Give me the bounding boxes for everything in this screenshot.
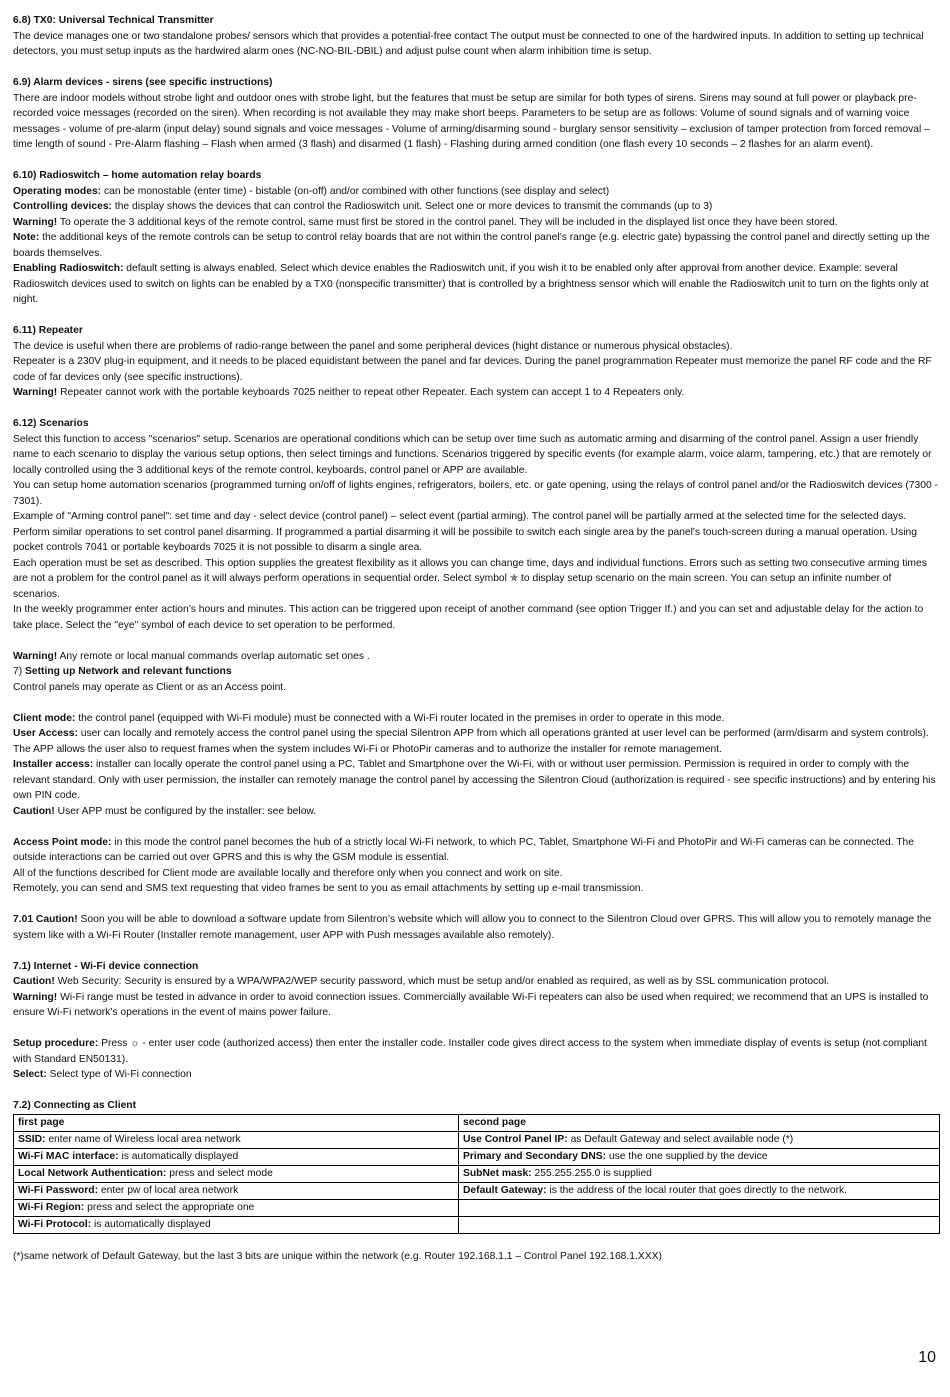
cell-label: SSID: (18, 1133, 46, 1145)
paragraph-setup (13, 1036, 939, 1067)
label: Note: (13, 232, 40, 243)
label: Caution! (13, 805, 55, 817)
section-network (13, 649, 939, 696)
cell-text: use the one supplied by the device (606, 1150, 768, 1162)
label: Controlling devices: (13, 201, 112, 212)
label: Access Point mode: (13, 836, 112, 848)
paragraph-warning (13, 215, 939, 231)
paragraph-warning (13, 385, 939, 401)
text: the display shows the devices that can control the Radioswitch unit. Select one or more devices to transmit the commands (up to 3) (111, 201, 713, 212)
paragraph: You can setup home automation scenarios (programmed turning on/off of lights engines, refrigerators, boilers, etc. or gate opening, using the relays of control panel and/or the Radioswitch devices (7300 - 7301). (13, 480, 938, 507)
label: User Access: (13, 728, 78, 739)
label: Client mode: (13, 712, 76, 724)
paragraph: Control panels may operate as Client or as an Access point. (13, 681, 287, 693)
text: Each operation must be set as described. This option supplies the greatest flexibility as it allows you can change time, days and individual functions. Errors such as setting two consecutive arming times are not a problem for the control panel as it will always perform operations in sequential order. Select symbol (13, 557, 927, 584)
section-701-caution (13, 912, 939, 943)
section-client-mode (13, 711, 939, 820)
label: Warning! (13, 991, 58, 1003)
paragraph-operating-modes (13, 184, 939, 200)
section-heading: 7.1) Internet - Wi-Fi device connection (13, 960, 199, 972)
paragraph: Remotely, you can send and SMS text requesting that video frames be sent to you as email attachments by setting up e-mail transmission. (13, 883, 644, 894)
paragraph (13, 912, 939, 943)
paragraph: Select this function to access "scenarios" setup. Scenarios are operational conditions which can be setup over time such as automatic arming and disarming of the control panel. Assign a user friendly name to each scenario to display the various setup options, then select timings and functions. Scenarios triggered by specific events (for example alarm, voice alarm, tampering, etc.) that are remotely or locally controlled using the 3 additional keys of the remote control, keyboards, control panel or APP are available. (13, 433, 932, 476)
paragraph-controlling-devices (13, 199, 939, 215)
section-number: 7) (13, 666, 26, 677)
table-cell (459, 1216, 940, 1233)
text: To operate the 3 additional keys of the remote control, same must first be stored in the control panel. They will be included in the displayed list once they have been stored. (57, 216, 838, 228)
paragraph-warning (13, 990, 939, 1021)
paragraph: There are indoor models without strobe light and outdoor ones with strobe light, but the features that must be setup are similar for both types of sirens. Sirens may sound at full power or playback pre-recorded voice messages (recorded on the siren). When recording is not available they may make short beeps. Parameters to be setup are as follows: Volume of sound signals and of warning voice messages - volume of pre-alarm (input delay) sound signals and voice messages - Volume of arming/disarming sound - burglary sensor sensitivity – exclusion of tamper protection from forced removal – time length of sound - Pre-Alarm flashing – Flash when armed (3 flash) and disarmed (1 flash) - Flashing during armed condition (one flash every 10 seconds – 2 flashes for an alarm event). (13, 92, 930, 150)
table-row (14, 1199, 940, 1216)
cell-label: Wi-Fi Password: (18, 1184, 99, 1196)
table-cell (459, 1131, 940, 1148)
text: Select type of Wi-Fi connection (46, 1069, 192, 1080)
text: - enter user code (authorized access) then enter the installer code. Installer code gives direct access to the system when immediate display of events is setup (not compliant with Standard EN50131). (13, 1038, 927, 1065)
text: the control panel (equipped with Wi-Fi module) must be connected with a Wi-Fi router located in the premises in order to operate in this mode. (75, 712, 725, 724)
section-heading: 6.8) TX0: Universal Technical Transmitter (13, 15, 214, 26)
table-row (14, 1182, 940, 1199)
paragraph-ap-mode (13, 835, 939, 866)
label: Setup procedure: (13, 1038, 99, 1049)
section-heading: 6.9) Alarm devices - sirens (see specific instructions) (13, 77, 273, 88)
paragraph-caution (13, 804, 939, 820)
paragraph: Example of "Arming control panel": set time and day - select device (control panel) – select event (partial arming). The control panel will be partially armed at the selected time for the selected days. Perform similar operations to set control panel disarming. If programmed a partial disarming it will be possibile to switch each single area by the panel's touch-screen during a manual operation. Using pocket controls 7041 or portable keyboards 7025 it is not possible to disarm a single area. (13, 511, 917, 553)
text: Soon you will be able to download a software update from Silentron’s website which will allow you to connect to the Silentron Cloud over GPRS. This will allow you to remotely manage the system like with a Wi-Fi Router (Installer remote management, user APP with Push messages available also remotely). (13, 914, 932, 941)
paragraph (13, 556, 939, 603)
paragraph-caution (13, 974, 939, 990)
table-row (14, 1148, 940, 1165)
text: Repeater cannot work with the portable keyboards 7025 neither to repeat other Repeater. Each system can accept 1 to 4 Repeaters only. (57, 387, 685, 398)
section-setup-procedure (13, 1036, 939, 1083)
table-header-row (14, 1114, 940, 1131)
table-footnote: (*)same network of Default Gateway, but the last 3 bits are unique within the network (e.g. Router 192.168.1.1 – Control Panel 192.168.1.XXX) (13, 1251, 662, 1262)
table-row (14, 1131, 940, 1148)
text: User APP must be configured by the installer: see below. (54, 805, 317, 817)
text: Web Security: Security is ensured by a WPA/WPA2/WEP security password, which must be setup and/or enabled as required, as well as by SSL communication protocol. (54, 976, 830, 987)
section-scenarios (13, 416, 939, 633)
section-tx0 (13, 13, 939, 60)
cell-text: enter name of Wireless local area network (45, 1133, 241, 1145)
document-body (13, 13, 939, 1265)
cell-text: is automatically displayed (91, 1218, 211, 1230)
paragraph: All of the functions described for Client mode are available locally and therefore only when you connect and work on site. (13, 867, 563, 879)
cell-label: Primary and Secondary DNS: (463, 1150, 607, 1162)
cell-label: SubNet mask: (463, 1167, 532, 1179)
label: Operating modes: (13, 185, 102, 197)
label: Caution! (13, 976, 55, 987)
text: default setting is always enabled. Select which device enables the Radioswitch unit, if you wish it to be enabled only after approval from another device. Example: several Radioswitch devices used to switch on lights can be enabled by a TX0 (nonspecific transmitter) that is controlled by a brightness sensor which will enable the Radioswitch unit to turn on the lights only at night. (13, 263, 929, 305)
text: Any remote or local manual commands overlap automatic set ones . (57, 650, 370, 662)
cell-label: Wi-Fi Protocol: (18, 1218, 92, 1230)
text: Press (98, 1038, 131, 1049)
cell-text: as Default Gateway and select available node (*) (567, 1133, 794, 1145)
gear-icon: ☼ (130, 1038, 140, 1049)
label: Warning! (13, 216, 58, 228)
text: in this mode the control panel becomes the hub of a strictly local Wi-Fi network, to which PC, Tablet, Smartphone Wi-Fi and PhotoPir and Wi-Fi cameras can be connected. The outside interactions can be carried out over GPRS and this is why the GSM module is essential. (13, 836, 914, 863)
section-wifi-connection (13, 959, 939, 1021)
text: Wi-Fi range must be tested in advance in order to avoid connection issues. Commercially available Wi-Fi repeaters can also be used when required; we recommend that an UPS is installed to ensure Wi-Fi network’s operations in the event of mains power failure. (13, 991, 929, 1018)
paragraph: The device manages one or two standalone probes/ sensors which that provides a potential-free contact The output must be connected to one of the hardwired inputs. In addition to setting up technical detectors, you must setup inputs as the hardwired alarm ones (NC-NO-BIL-DBIL) and adjust pulse count when alarm inhibition time is setup. (13, 30, 924, 57)
paragraph: Repeater is a 230V plug-in equipment, and it needs to be placed equidistant between the panel and far devices. During the panel programmation Repeater must memorize the panel RF code and the RF code of far devices only (see specific instructions). (13, 356, 932, 383)
table-cell (459, 1148, 940, 1165)
paragraph-client-mode (13, 711, 939, 727)
table-cell (14, 1182, 459, 1199)
cell-text: is the address of the local router that goes directly to the network. (546, 1184, 848, 1196)
label: Enabling Radioswitch: (13, 263, 124, 274)
label: 7.01 Caution! (13, 914, 78, 925)
table-header-cell: first page (14, 1114, 459, 1131)
section-heading (13, 664, 939, 680)
section-heading: 6.11) Repeater (13, 325, 83, 336)
text: the additional keys of the remote controls can be setup to control relay boards that are not within the control panel’s range (e.g. electric gate) bypassing the control panel and directly setting up the boards themselves. (13, 232, 930, 259)
section-heading: 7.2) Connecting as Client (13, 1100, 137, 1111)
cell-label: Wi-Fi MAC interface: (18, 1150, 119, 1162)
section-radioswitch (13, 168, 939, 308)
paragraph-warning (13, 649, 939, 665)
section-heading: 6.12) Scenarios (13, 418, 89, 429)
label: Select: (13, 1069, 47, 1080)
section-sirens (13, 75, 939, 153)
star-icon: ✯ (509, 573, 519, 584)
cell-text: 255.255.255.0 is supplied (531, 1167, 652, 1179)
table-cell (14, 1131, 459, 1148)
heading-text: Setting up Network and relevant functions (25, 666, 232, 677)
cell-text: enter pw of local area network (98, 1184, 239, 1196)
table-cell (459, 1199, 940, 1216)
text: can be monostable (enter time) - bistable (on-off) and/or combined with other functions (see display and select) (101, 185, 610, 197)
table-row (14, 1216, 940, 1233)
table-row (14, 1165, 940, 1182)
cell-label: Wi-Fi Region: (18, 1201, 85, 1213)
table-cell (459, 1165, 940, 1182)
label: Installer access: (13, 759, 94, 770)
cell-text: press and select mode (166, 1167, 273, 1179)
paragraph: In the weekly programmer enter action’s hours and minutes. This action can be triggered upon receipt of another command (see option Trigger If.) and you can set and adjustable delay for the action to take place. Select the "eye" symbol of each device to set operation to be performed. (13, 604, 924, 631)
cell-text: is automatically displayed (118, 1150, 239, 1162)
label: Warning! (13, 650, 58, 662)
table-cell (14, 1216, 459, 1233)
cell-label: Local Network Authentication: (18, 1167, 167, 1179)
text: user can locally and remotely access the control panel using the special Silentron APP from which all operations granted at user level can be performed (arm/disarm and system controls). The APP allows the user also to request frames when the system includes Wi-Fi or PhotoPir cameras and to authorize the installer for remote management. (13, 728, 929, 755)
page-number: 10 (918, 1349, 936, 1366)
paragraph-note (13, 230, 939, 261)
paragraph-select (13, 1067, 939, 1083)
text: installer can locally operate the control panel using a PC, Tablet and Smartphone over the Wi-Fi, with or without user permission. Permission is required in order to comply with the relevant standard. Only with user permission, the installer can remotely manage the control panel by accessing the Silentron Cloud (authorization is required - see specific instructions) and by entering his own PIN code. (13, 759, 936, 801)
label: Warning! (13, 387, 58, 398)
table-header-cell: second page (459, 1114, 940, 1131)
paragraph-user-access (13, 726, 939, 757)
section-connecting-client (13, 1098, 939, 1265)
section-access-point (13, 835, 939, 897)
table-cell (14, 1165, 459, 1182)
text: to display setup scenario on the main screen. You can setup an infinite number of scenarios. (13, 573, 892, 600)
paragraph-installer-access (13, 757, 939, 804)
table-cell (14, 1199, 459, 1216)
section-heading: 6.10) Radioswitch – home automation relay boards (13, 170, 262, 181)
table-cell (14, 1148, 459, 1165)
client-config-table (13, 1114, 940, 1234)
cell-text: press and select the appropriate one (84, 1201, 255, 1213)
section-repeater (13, 323, 939, 401)
cell-label: Use Control Panel IP: (463, 1133, 568, 1145)
paragraph: The device is useful when there are problems of radio-range between the panel and some peripheral devices (hight distance or numerous physical obstacles). (13, 340, 733, 352)
cell-label: Default Gateway: (463, 1184, 547, 1196)
paragraph-enabling (13, 261, 939, 308)
table-cell (459, 1182, 940, 1199)
